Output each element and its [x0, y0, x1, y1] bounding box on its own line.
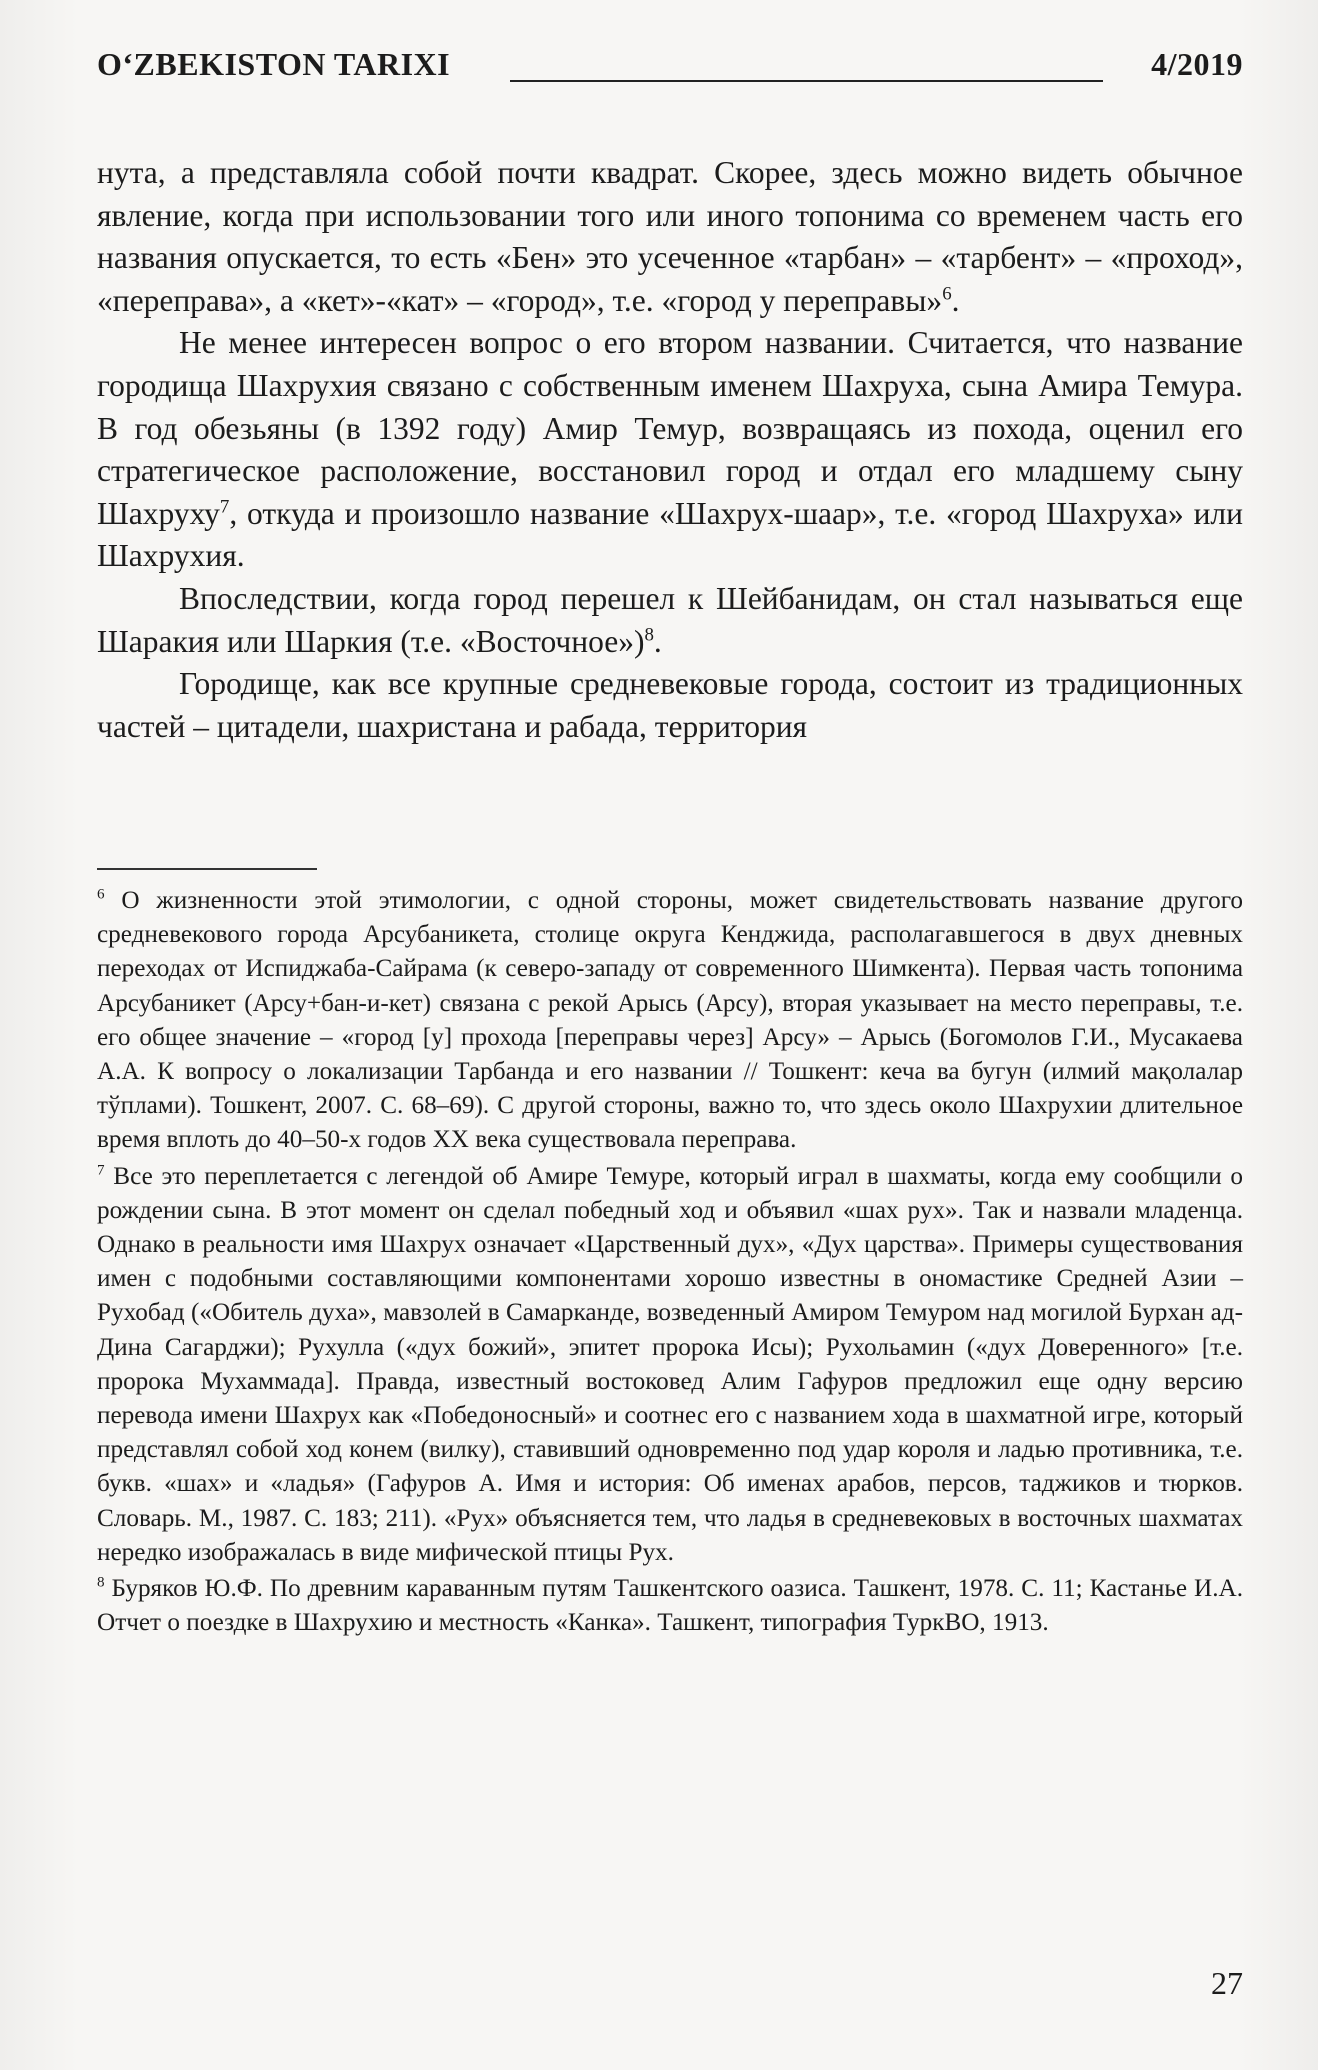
header-rule: [510, 80, 1103, 82]
footnote-ref-7: 7: [219, 496, 230, 518]
footnote-6-number: 6: [97, 886, 105, 903]
paragraph-3-text: Впоследствии, когда город перешел к Шейбанидам, он стал называться еще Шаракия или Шаркия (т.е. «Восточное»): [97, 580, 1243, 659]
issue-number: 4/2019: [1151, 46, 1243, 82]
footnote-ref-8: 8: [644, 624, 654, 646]
paragraph-4-text: Городище, как все крупные средневековые города, состоит из традиционных частей – цитадели, шахристана и рабада, территория: [97, 666, 1243, 744]
paragraph-1: нута, а представляла собой почти квадрат. Скорее, здесь можно видеть обычное явление, когда при использовании того или иного топонима со временем часть его названия опускается, то есть «Бен» это усеченное «тарбан» – «тарбент» – «проход», «переправа», а «кет»-«кат» – «город», т.е. «город у переправы»$^6$.: [97, 155, 1243, 318]
footnote-8-number: 8: [97, 1574, 105, 1591]
footnotes: [97, 884, 1243, 1642]
paragraph-2: [97, 322, 1243, 578]
footnote-7-text: Все это переплетается с легендой об Амире Темуре, который играл в шахматы, когда ему сообщили о рождении сына. В этот момент он сделал победный ход и объявил «шах рух». Так и назвали младенца. Однако в реальности имя Шахрух означает «Царственный дух», «Дух царства». Примеры существования имен с подобными составляющими компонентами хорошо известны в ономастике Средней Азии – Рухобад («Обитель духа», мавзолей в Самарканде, возведенный Амиром Темуром над могилой Бурхан ад-Дина Сагарджи); Рухулла («дух божий», эпитет пророка Исы); Рухольамин («дух Доверенного» [т.е. пророка Мухаммада]. Правда, известный востоковед Алим Гафуров предложил еще одну версию перевода имени Шахрух как «Победоносный» и соотнес его с названием хода в шахматной игре, который представлял собой ход конем (вилку), ставивший одновременно под удар короля и ладью противника, т.е. букв. «шах» и «ладья» (Гафуров А. Имя и история: Об именах арабов, персов, таджиков и тюрков. Словарь. М., 1987. С. 183; 211). «Рух» объясняется тем, что ладья в средневековых в восточных шахматах нередко изображалась в виде мифической птицы Рух.: [97, 1162, 1243, 1566]
paragraph-3: Впоследствии, когда город перешел к Шейбанидам, он стал называться еще Шаракия или Шаркия (т.е. «Восточное»)$^8$.: [97, 580, 1243, 659]
footnote-ref-6: 6: [942, 283, 952, 305]
page-number: 27: [1211, 1965, 1243, 2001]
paragraph-4: [97, 663, 1243, 748]
footnote-8: [97, 1572, 1243, 1640]
footnote-separator: [97, 868, 317, 870]
footnote-6: [97, 884, 1243, 1158]
paragraph-1-text: нута, а представляла собой почти квадрат. Скорее, здесь можно видеть обычное явление, когда при использовании того или иного топонима со временем часть его названия опускается, то есть «Бен» это усеченное «тарбан» – «тарбент» – «проход», «переправа», а «кет»-«кат» – «город», т.е. «город у переправы»: [97, 155, 1243, 318]
running-header: [97, 40, 1243, 92]
footnote-6-text: О жизненности этой этимологии, с одной стороны, может свидетельствовать название другого средневекового города Арсубаникета, столице округа Кенджида, располагавшегося в двух дневных переходах от Испиджаба-Сайрама (к северо-западу от современного Шимкента). Первая часть топонима Арсубаникет (Арсу+бан-и-кет) связана с рекой Арысь (Арсу), вторая указывает на место переправы, т.е. его общее значение – «город [у] прохода [переправы через] Арсу» – Арысь (Богомолов Г.И., Мусакаева А.А. К вопросу о локализации Тарбанда и его названии // Тошкент: кеча ва бугун (илмий мақолалар тўплами). Тошкент, 2007. С. 68–69). С другой стороны, важно то, что здесь около Шахрухии длительное время вплоть до 40–50-х годов XX века существовала переправа.: [97, 887, 1243, 1154]
footnote-7: [97, 1160, 1243, 1570]
paragraph-2-text-a: Не менее интересен вопрос о его втором названии. Считается, что название городища Шахрухия связано с собственным именем Шахруха, сына Амира Темура. В год обезьяны (в 1392 году) Амир Темур, возвращаясь из похода, оценил его стратегическое расположение, восстановил город и отдал его младшему сыну Шахруху: [97, 325, 1243, 531]
journal-title: O‘ZBEKISTON TARIXI: [97, 46, 451, 82]
footnote-8-text: Буряков Ю.Ф. По древним караванным путям Ташкентского оазиса. Ташкент, 1978. С. 11; Кастанье И.А. Отчет о поездке в Шахрухию и местность «Канка». Ташкент, типография ТуркВО, 1913.: [97, 1575, 1243, 1637]
footnote-7-number: 7: [97, 1162, 105, 1179]
paragraph-2-text-b: , откуда и произошло название «Шахрух-шаар», т.е. «город Шахруха» или Шахрухия.: [97, 495, 1243, 574]
main-text: [97, 152, 1243, 748]
